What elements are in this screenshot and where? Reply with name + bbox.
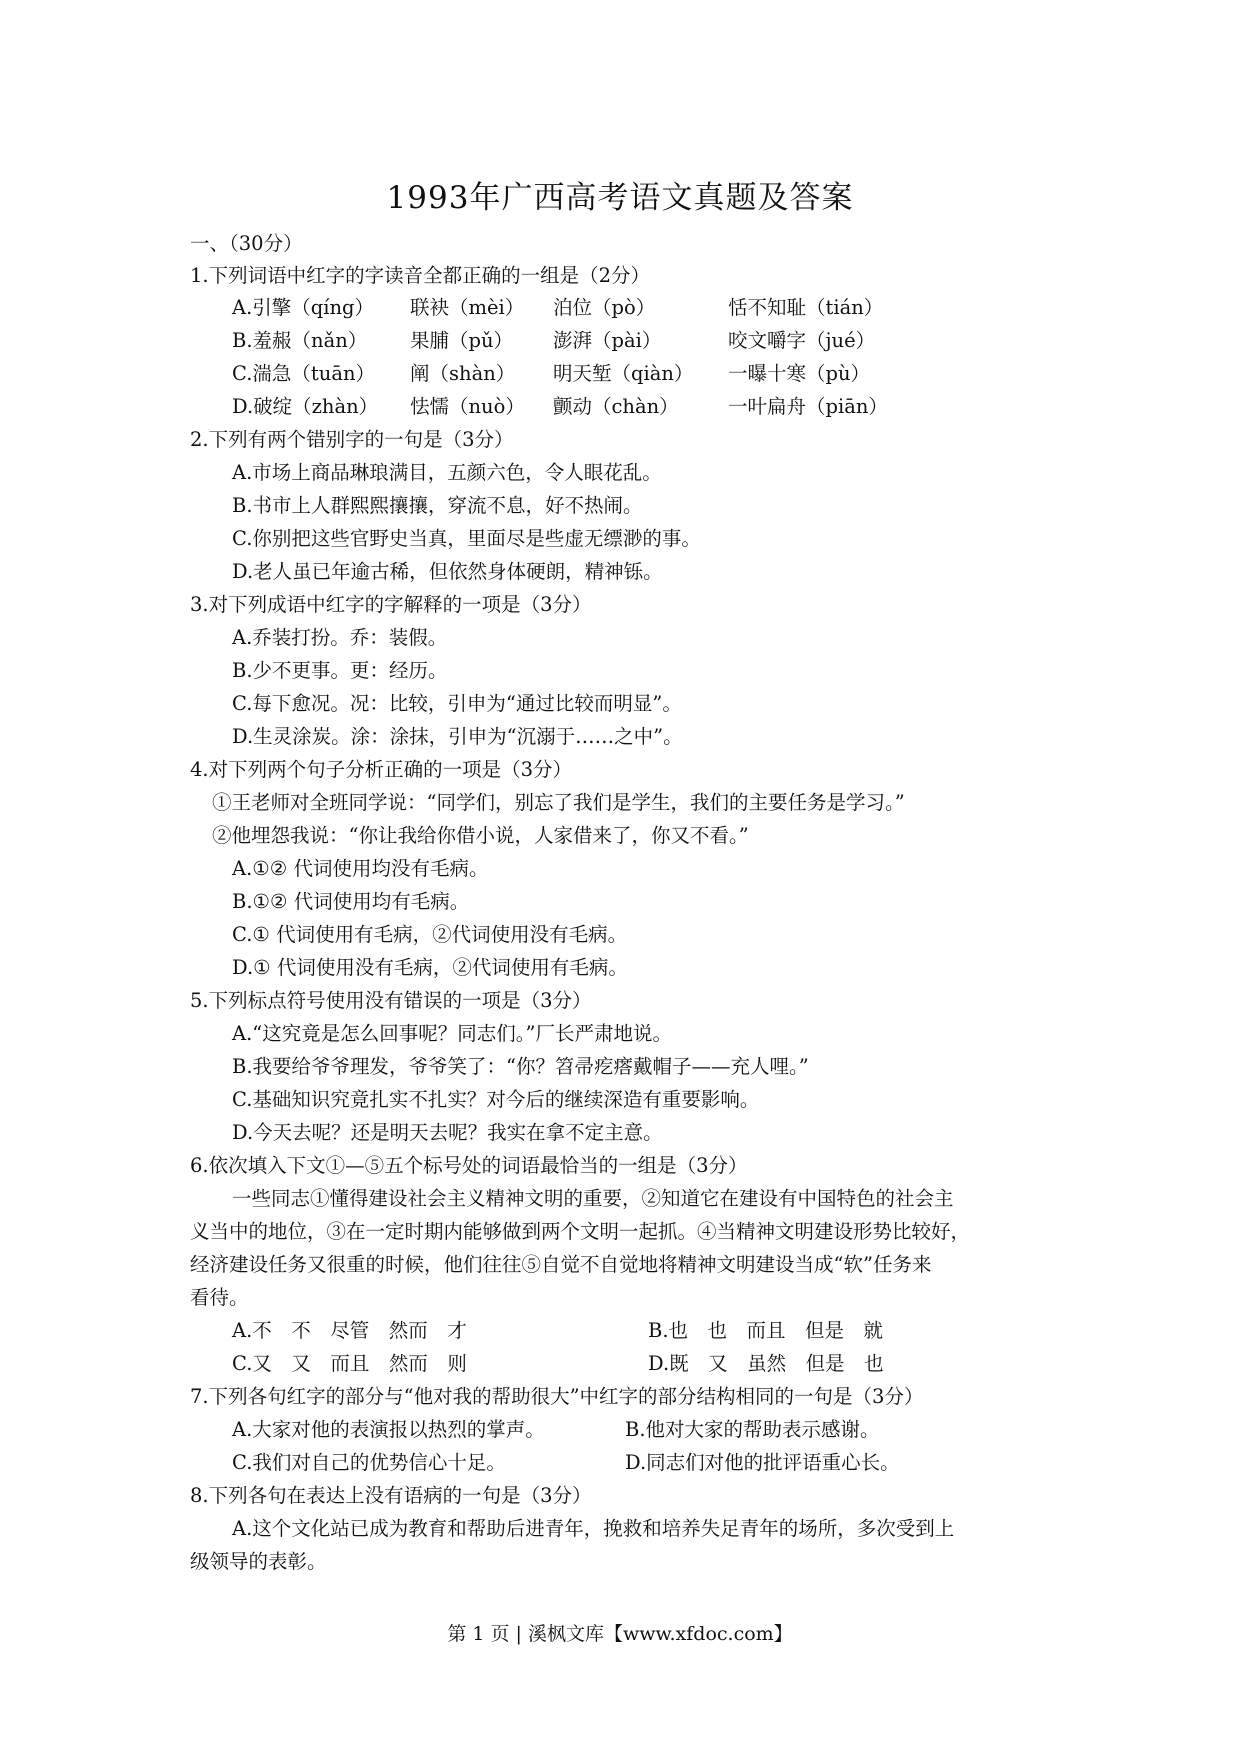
q1-option-cell: 怯懦（nuò） [410,395,525,418]
q2-option-a: A.市场上商品琳琅满目，五颜六色，令人眼花乱。 [232,461,662,484]
q3-option-b: B.少不更事。更：经历。 [232,659,448,682]
q6-passage-line: 义当中的地位，③在一定时期内能够做到两个文明一起抓。④当精神文明建设形势比较好， [190,1220,971,1243]
q3-option-a: A.乔装打扮。乔：装假。 [232,626,448,649]
document-title: 1993年广西高考语文真题及答案 [386,180,854,216]
question-6-stem: 6.依次填入下文①—⑤五个标号处的词语最恰当的一组是（3分） [190,1154,748,1177]
q7-option-b: B.他对大家的帮助表示感谢。 [625,1418,880,1441]
question-5-stem: 5.下列标点符号使用没有错误的一项是（3分） [190,989,592,1012]
q1-option-cell: 颤动（chàn） [553,395,679,418]
q1-option-cell: B.羞赧（nǎn） [232,329,368,352]
q2-option-b: B.书市上人群熙熙攘攘，穿流不息，好不热闹。 [232,494,643,517]
q1-option-cell: 一曝十寒（pù） [728,362,871,385]
q1-option-cell: D.破绽（zhàn） [232,395,379,418]
question-7-stem: 7.下列各句红字的部分与“他对我的帮助很大”中红字的部分结构相同的一句是（3分） [190,1385,924,1408]
q4-sentence-2: ②他埋怨我说：“你让我给你借小说，人家借来了，你又不看。” [212,824,749,847]
q4-sentence-1: ①王老师对全班同学说：“同学们，别忘了我们是学生，我们的主要任务是学习。” [212,791,905,814]
q3-option-d: D.生灵涂炭。涂：涂抹，引申为“沉溺于……之中”。 [232,725,683,748]
q1-option-cell: C.湍急（tuān） [232,362,376,385]
q2-option-d: D.老人虽已年逾古稀，但依然身体硬朗，精神铄。 [232,560,663,583]
q7-option-d: D.同志们对他的批评语重心长。 [625,1451,900,1474]
q1-option-cell: 泊位（pò） [553,296,656,319]
q7-option-c: C.我们对自己的优势信心十足。 [232,1451,506,1474]
q1-option-cell: 明天堑（qiàn） [553,362,694,385]
q1-option-cell: 阐（shàn） [410,362,516,385]
q6-option-d: D.既 又 虽然 但是 也 [648,1352,884,1375]
q5-option-c: C.基础知识究竟扎实不扎实？对今后的继续深造有重要影响。 [232,1088,760,1111]
section-heading: 一、（30分） [190,232,303,255]
q4-option-d: D.① 代词使用没有毛病，②代词使用有毛病。 [232,956,628,979]
q7-option-a: A.大家对他的表演报以热烈的掌声。 [232,1418,545,1441]
q8-option-a-continued: 级领导的表彰。 [190,1550,327,1573]
q5-option-a: A.“这究竟是怎么回事呢？同志们。”厂长严肃地说。 [232,1022,672,1045]
q1-option-cell: 联袂（mèi） [410,296,525,319]
q6-passage-line: 一些同志①懂得建设社会主义精神文明的重要，②知道它在建设有中国特色的社会主 [232,1187,954,1210]
q1-option-cell: 果脯（pǔ） [410,329,514,352]
q8-option-a: A.这个文化站已成为教育和帮助后进青年，挽救和培养失足青年的场所，多次受到上 [232,1517,955,1540]
q1-option-cell: 恬不知耻（tián） [728,296,884,319]
q1-option-cell: 咬文嚼字（jué） [728,329,876,352]
question-2-stem: 2.下列有两个错别字的一句是（3分） [190,428,514,451]
question-4-stem: 4.对下列两个句子分析正确的一项是（3分） [190,758,573,781]
q2-option-c: C.你别把这些官野史当真，里面尽是些虚无缥渺的事。 [232,527,701,550]
q6-option-c: C.又 又 而且 然而 则 [232,1352,467,1375]
q5-option-b: B.我要给爷爷理发，爷爷笑了：“你？笤帚疙瘩戴帽子——充人哩。” [232,1055,809,1078]
q3-option-c: C.每下愈况。况：比较，引申为“通过比较而明显”。 [232,692,682,715]
question-8-stem: 8.下列各句在表达上没有语病的一句是（3分） [190,1484,592,1507]
q6-passage-line: 经济建设任务又很重的时候，他们往往⑤自觉不自觉地将精神文明建设当成“软”任务来 [190,1253,932,1276]
q4-option-b: B.①② 代词使用均有毛病。 [232,890,470,913]
question-1-stem: 1.下列词语中红字的字读音全都正确的一组是（2分） [190,264,651,287]
q6-passage-line: 看待。 [190,1286,249,1309]
q5-option-d: D.今天去呢？还是明天去呢？我实在拿不定主意。 [232,1121,663,1144]
q6-option-b: B.也 也 而且 但是 就 [648,1319,884,1342]
q6-option-a: A.不 不 尽管 然而 才 [232,1319,467,1342]
q1-option-cell: A.引擎（qíng） [232,296,375,319]
q1-option-cell: 澎湃（pài） [553,329,662,352]
q1-option-cell: 一叶扁舟（piān） [728,395,888,418]
q4-option-c: C.① 代词使用有毛病，②代词使用没有毛病。 [232,923,628,946]
q4-option-a: A.①② 代词使用均没有毛病。 [232,857,489,880]
question-3-stem: 3.对下列成语中红字的字解释的一项是（3分） [190,593,592,616]
page-footer: 第 1 页 | 溪枫文库【www.xfdoc.com】 [447,1623,793,1645]
